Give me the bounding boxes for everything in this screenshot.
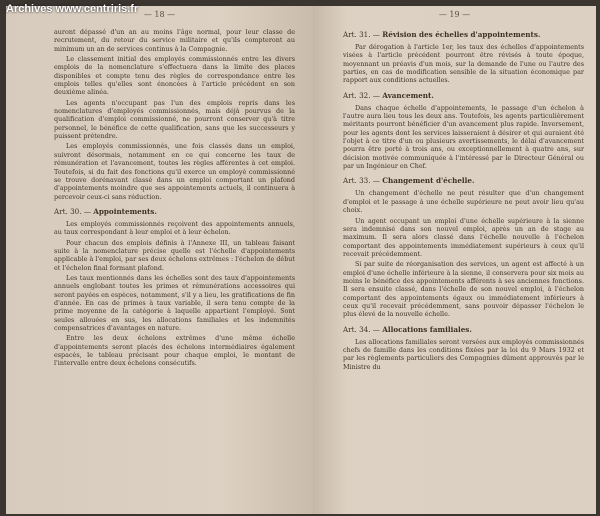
- right-page: [313, 6, 596, 514]
- article-title: Changement d'échelle.: [382, 176, 475, 186]
- paragraph: Les employés commissionnés, une fois classés dans un emploi, suivront désormais, notamment en ce qui concerne les taux de rémunération et l'avancement, toutes les règles afférentes à cet emploi. Toutefois, si du fait des fonctions qu'il exerce un employé commissionné se trouve dorénavant classé dans un emploi comportant un plafond d'appointements moindre que ses appointements actuels, il continuera à percevoir ceux-ci sans réduction.: [54, 142, 295, 201]
- paragraph: auront dépassé d'un an au moins l'âge normal, pour leur classe de recrutement, du retour du service militaire et qu'ils compteront au minimum un an de services continus à la Compagnie.: [54, 28, 295, 53]
- article-number: Art. 30. —: [54, 206, 91, 216]
- page-number: — 18 —: [143, 10, 176, 19]
- paragraph: Un changement d'échelle ne peut résulter que d'un changement d'emploi et le passage à une échelle supérieure ne peut avoir lieu qu'au choix.: [343, 189, 584, 215]
- paragraph: Un agent occupant un emploi d'une échelle supérieure à la sienne sera indemnisé dans son nouvel emploi, après un an de stage au maximum. Il sera alors classé dans l'échelle nouvelle à l'échelon comportant des appointements immédiatement supérieurs à ceux qu'il recevait précédemment.: [343, 216, 584, 258]
- article-title: Avancement.: [382, 90, 434, 100]
- article-number: Art. 34. —: [343, 324, 380, 334]
- article-heading: [343, 91, 584, 100]
- page-number: — 19 —: [438, 10, 471, 19]
- paragraph: Si par suite de réorganisation des services, un agent est affecté à un emploi d'une échelle inférieure à la sienne, il conservera pour six mois au moins le bénéfice des appointements afférents à ses anciennes fonctions. Il sera ensuite classé, dans l'échelle de son nouvel emploi, à l'échelon comportant des appointements égaux ou immédiatement inférieurs à ceux qu'il recevait précédemment, sans pouvoir dépasser l'échelon le plus élevé de la nouvelle échelle.: [343, 260, 584, 319]
- article-number: Art. 33. —: [343, 176, 380, 186]
- paragraph: Les allocations familiales seront versées aux employés commissionnés chefs de famille dans les conditions fixées par la loi du 9 Mars 1932 et par les règlements particuliers des Compagnies dûment approuvés par le Ministre du: [343, 337, 584, 371]
- article-number: Art. 31. —: [343, 30, 380, 39]
- paragraph: Les agents n'occupant pas l'un des emplois repris dans les nomenclatures d'employés commissionnés, mais déjà pourvus de la qualification d'emploi commissionné, ne pourront conserver qu'à titre personnel, le bénéfice de cette qualification, sans que les successeurs y puissent prétendre.: [54, 98, 295, 141]
- article-heading: [343, 176, 584, 185]
- article-heading: [54, 207, 295, 216]
- paragraph: Le classement initial des employés commissionnés entre les divers emplois de la nomenclature s'effectuera dans la limite des places disponibles et compte tenu des règles de correspondance entre les emplois telles qu'elles sont énoncées à l'article précédent en son deuxième alinéa.: [54, 55, 295, 97]
- article-title: Révision des échelles d'appointements.: [382, 30, 541, 39]
- article-heading: [343, 30, 584, 39]
- paragraph: Entre les deux échelons extrêmes d'une même échelle d'appointements seront placés des échelons intermédiaires également espacés, le tableau précisant pour chaque emploi, le montant de l'intervalle entre deux échelons consécutifs.: [54, 334, 295, 368]
- paragraph: Par dérogation à l'article 1er, les taux des échelles d'appointements visées à l'article précédent pourront être révisés à toute époque, moyennant un préavis d'un mois, sur la demande de l'une ou l'autre des parties, en cas de modification sensible de la situation économique par rapport aux conditions actuelles.: [343, 43, 584, 85]
- book-spread: [6, 6, 596, 514]
- watermark: Archives www.centriris.fr: [6, 3, 139, 15]
- article-number: Art. 32. —: [343, 90, 380, 100]
- left-page: [6, 6, 313, 514]
- article-title: Allocations familiales.: [382, 324, 472, 334]
- article-title: Appointements.: [93, 206, 157, 216]
- paragraph: Pour chacun des emplois définis à l'Annexe III, un tableau faisant suite à la nomenclature précise quelle est l'échelle d'appointements applicable à l'emploi, par ses deux échelons extrêmes : l'échelon de début et l'échelon final formant plafond.: [54, 238, 295, 272]
- article-heading: [343, 325, 584, 334]
- paragraph: Dans chaque échelle d'appointements, le passage d'un échelon à l'autre aura lieu tous les deux ans. Toutefois, les agents particulièrement méritants pourront bénéficier d'un avancement plus rapide. Inversement, pour les agents dont les services laisseraient à désirer et qui auraient été l'objet à ce titre d'un ou plusieurs avertissements, le délai d'avancement pourra être porté à trois ans, ou exceptionnellement à quatre ans, sur décision motivée communiquée à l'intéressé par le Directeur Général ou par un Ingénieur en Chef.: [343, 103, 584, 171]
- paragraph: Les employés commissionnés reçoivent des appointements annuels, au taux correspondant à leur emploi et à leur échelon.: [54, 219, 295, 237]
- paragraph: Les taux mentionnés dans les échelles sont des taux d'appointements annuels englobant toutes les primes et rémunérations accessoires qui seront payées en espèces, notamment, s'il y a lieu, les gratifications de fin d'année. En cas de primes à taux variable, il sera tenu compte de la prime moyenne de la catégorie à laquelle appartient l'employé. Sont seules allouées en sus, les allocations familiales et les indemnités compensatrices d'avantages en nature.: [54, 273, 295, 332]
